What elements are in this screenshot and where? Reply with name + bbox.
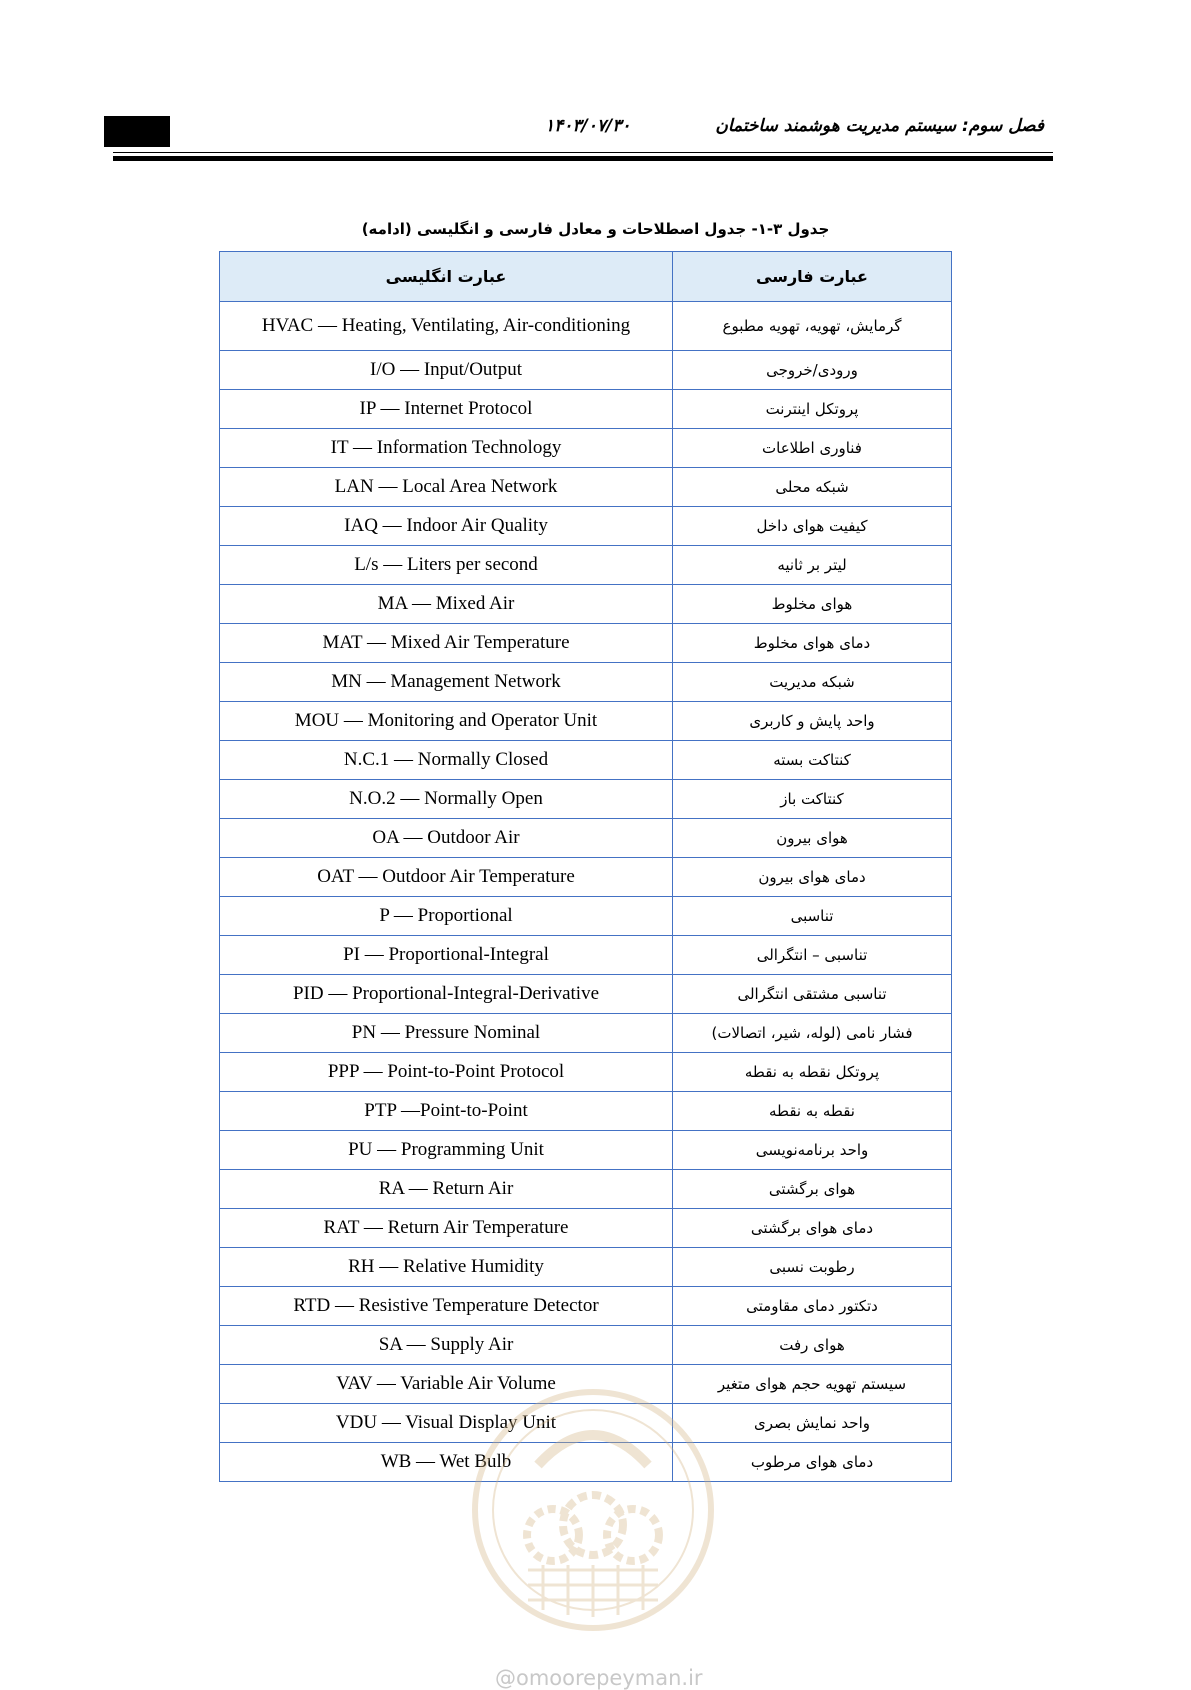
term-persian: هوای بیرون [673, 819, 952, 858]
term-persian: شبکه مدیریت [673, 663, 952, 702]
term-english: MN — Management Network [220, 663, 673, 702]
term-english: PID — Proportional-Integral-Derivative [220, 975, 673, 1014]
term-persian: دمای هوای مرطوب [673, 1443, 952, 1482]
term-persian: تناسبی مشتقی انتگرالی [673, 975, 952, 1014]
term-persian: تناسبی – انتگرالی [673, 936, 952, 975]
term-persian: هوای مخلوط [673, 585, 952, 624]
term-english: PI — Proportional-Integral [220, 936, 673, 975]
term-persian: واحد برنامه‌نویسی [673, 1131, 952, 1170]
term-persian: پروتکل نقطه به نقطه [673, 1053, 952, 1092]
term-english: N.C.1 — Normally Closed [220, 741, 673, 780]
table-row [220, 1053, 952, 1092]
table-row [220, 390, 952, 429]
term-english: RH — Relative Humidity [220, 1248, 673, 1287]
table-row [220, 624, 952, 663]
term-persian: هوای رفت [673, 1326, 952, 1365]
term-english: L/s — Liters per second [220, 546, 673, 585]
table-row [220, 936, 952, 975]
table-row [220, 1443, 952, 1482]
term-persian: کیفیت هوای داخل [673, 507, 952, 546]
term-persian: ورودی/خروجی [673, 351, 952, 390]
term-persian: واحد پایش و کاربری [673, 702, 952, 741]
term-persian: دمای هوای مخلوط [673, 624, 952, 663]
term-english: RAT — Return Air Temperature [220, 1209, 673, 1248]
term-persian: گرمایش، تهویه، تهویه مطبوع [673, 302, 952, 351]
table-row [220, 1326, 952, 1365]
table-row [220, 468, 952, 507]
term-persian: فشار نامی (لوله، شیر، اتصالات) [673, 1014, 952, 1053]
term-english: PPP — Point-to-Point Protocol [220, 1053, 673, 1092]
term-persian: پروتکل اینترنت [673, 390, 952, 429]
term-english: RTD — Resistive Temperature Detector [220, 1287, 673, 1326]
table-row [220, 819, 952, 858]
term-persian: رطوبت نسبی [673, 1248, 952, 1287]
table-row [220, 302, 952, 351]
table-row [220, 1170, 952, 1209]
header-black-box [104, 116, 170, 147]
chapter-title: فصل سوم: سیستم مدیریت هوشمند ساختمان [715, 116, 1044, 136]
term-english: MOU — Monitoring and Operator Unit [220, 702, 673, 741]
term-persian: تناسبی [673, 897, 952, 936]
term-persian: نقطه به نقطه [673, 1092, 952, 1131]
term-persian: دتکتور دمای مقاومتی [673, 1287, 952, 1326]
header-date: ۱۴۰۳/۰۷/۳۰ [545, 116, 631, 136]
term-persian: سیستم تهویه حجم هوای متغیر [673, 1365, 952, 1404]
term-persian: لیتر بر ثانیه [673, 546, 952, 585]
table-row [220, 1209, 952, 1248]
header-rule-thick [113, 156, 1053, 161]
table-row [220, 1131, 952, 1170]
term-english: LAN — Local Area Network [220, 468, 673, 507]
term-persian: فناوری اطلاعات [673, 429, 952, 468]
table-row [220, 741, 952, 780]
table-row [220, 975, 952, 1014]
column-header-persian: عبارت فارسی [673, 252, 952, 302]
term-english: PU — Programming Unit [220, 1131, 673, 1170]
table-row [220, 1248, 952, 1287]
term-english: HVAC — Heating, Ventilating, Air-conditioning [220, 302, 673, 351]
term-english: P — Proportional [220, 897, 673, 936]
term-english: IP — Internet Protocol [220, 390, 673, 429]
table-row [220, 585, 952, 624]
term-english: WB — Wet Bulb [220, 1443, 673, 1482]
table-row [220, 780, 952, 819]
term-english: PTP —Point-to-Point [220, 1092, 673, 1131]
watermark-text: @omoorepeyman.ir [495, 1666, 703, 1690]
table-row [220, 897, 952, 936]
table-row [220, 663, 952, 702]
term-persian: دمای هوای برگشتی [673, 1209, 952, 1248]
table-row [220, 1365, 952, 1404]
term-persian: واحد نمایش بصری [673, 1404, 952, 1443]
term-persian: هوای برگشتی [673, 1170, 952, 1209]
table-row [220, 1404, 952, 1443]
term-persian: کنتاکت بسته [673, 741, 952, 780]
term-english: VAV — Variable Air Volume [220, 1365, 673, 1404]
terms-table [219, 251, 952, 1482]
term-english: VDU — Visual Display Unit [220, 1404, 673, 1443]
table-row [220, 702, 952, 741]
column-header-english: عبارت انگلیسی [220, 252, 673, 302]
term-persian: کنتاکت باز [673, 780, 952, 819]
table-row [220, 1287, 952, 1326]
term-english: RA — Return Air [220, 1170, 673, 1209]
table-row [220, 507, 952, 546]
term-english: SA — Supply Air [220, 1326, 673, 1365]
term-english: OA — Outdoor Air [220, 819, 673, 858]
table-row [220, 1014, 952, 1053]
term-persian: دمای هوای بیرون [673, 858, 952, 897]
term-english: IT — Information Technology [220, 429, 673, 468]
term-english: MA — Mixed Air [220, 585, 673, 624]
term-persian: شبکه محلی [673, 468, 952, 507]
term-english: N.O.2 — Normally Open [220, 780, 673, 819]
term-english: OAT — Outdoor Air Temperature [220, 858, 673, 897]
table-header-row [220, 252, 952, 302]
table-row [220, 858, 952, 897]
term-english: MAT — Mixed Air Temperature [220, 624, 673, 663]
table-row [220, 546, 952, 585]
term-english: I/O — Input/Output [220, 351, 673, 390]
table-caption: جدول ۳-۱- جدول اصطلاحات و معادل فارسی و انگلیسی (ادامه) [361, 220, 830, 238]
table-row [220, 351, 952, 390]
table-row [220, 429, 952, 468]
table-row [220, 1092, 952, 1131]
header-rule-thin [113, 152, 1053, 153]
term-english: PN — Pressure Nominal [220, 1014, 673, 1053]
term-english: IAQ — Indoor Air Quality [220, 507, 673, 546]
